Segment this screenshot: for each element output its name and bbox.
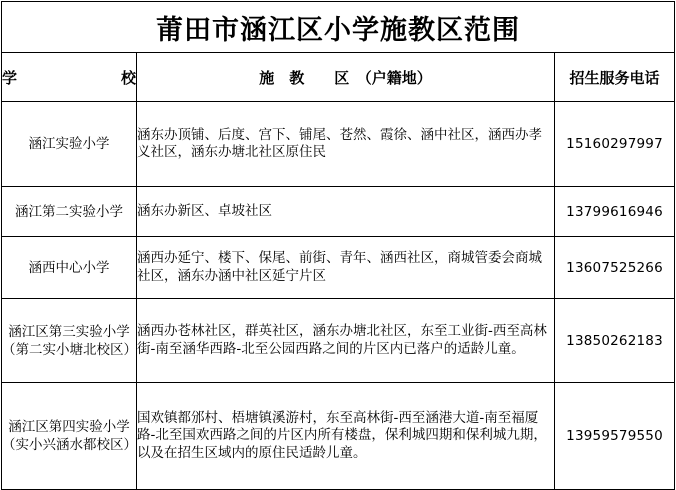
- school-name: 涵西中心小学: [2, 237, 137, 299]
- school-name: 涵江第二实验小学: [2, 187, 137, 237]
- school-name: 涵江区第三实验小学（第二实小塘北校区）: [2, 299, 137, 383]
- school-name: 涵江区第四实验小学（实小兴涵水都校区）: [2, 383, 137, 490]
- district-area: 涵东办新区、卓坡社区: [137, 187, 555, 237]
- district-area: 涵西办延宁、楼下、保尾、前街、青年、涵西社区，商城管委会商城社区，涵东办涵中社区延宁片区: [137, 237, 555, 299]
- header-school-char-2: 校: [120, 68, 136, 87]
- table-row: [2, 237, 675, 299]
- phone-number: 13799616946: [555, 187, 675, 237]
- header-phone: 招生服务电话: [555, 53, 675, 102]
- header-area: 施 教 区 （户籍地）: [137, 53, 555, 102]
- phone-number: 13850262183: [555, 299, 675, 383]
- table-row: [2, 383, 675, 490]
- table-row: [2, 187, 675, 237]
- table-row: [2, 102, 675, 187]
- header-school: [2, 53, 137, 102]
- district-area: 涵东办顶铺、后度、宫下、铺尾、苍然、霞徐、涵中社区，涵西办孝义社区，涵东办塘北社区原住民: [137, 102, 555, 187]
- school-name: 涵江实验小学: [2, 102, 137, 187]
- header-school-char-1: 学: [2, 68, 18, 87]
- district-area: 涵西办苍林社区，群英社区，涵东办塘北社区，东至工业街-西至高林街-南至涵华西路-北至公园西路之间的片区内已落户的适龄儿童。: [137, 299, 555, 383]
- district-area: 国欢镇都邠村、梧塘镇溪游村，东至高林街-西至涵港大道-南至福厦路-北至国欢西路之间的片区内所有楼盘，保利城四期和保利城九期，以及在招生区域内的原住民适龄儿童。: [137, 383, 555, 490]
- phone-number: 13959579550: [555, 383, 675, 490]
- phone-number: 15160297997: [555, 102, 675, 187]
- table-row: [2, 299, 675, 383]
- header-row: [2, 53, 675, 102]
- page-title: 莆田市涵江区小学施教区范围: [2, 2, 675, 53]
- school-district-table: [1, 1, 675, 490]
- phone-number: 13607525266: [555, 237, 675, 299]
